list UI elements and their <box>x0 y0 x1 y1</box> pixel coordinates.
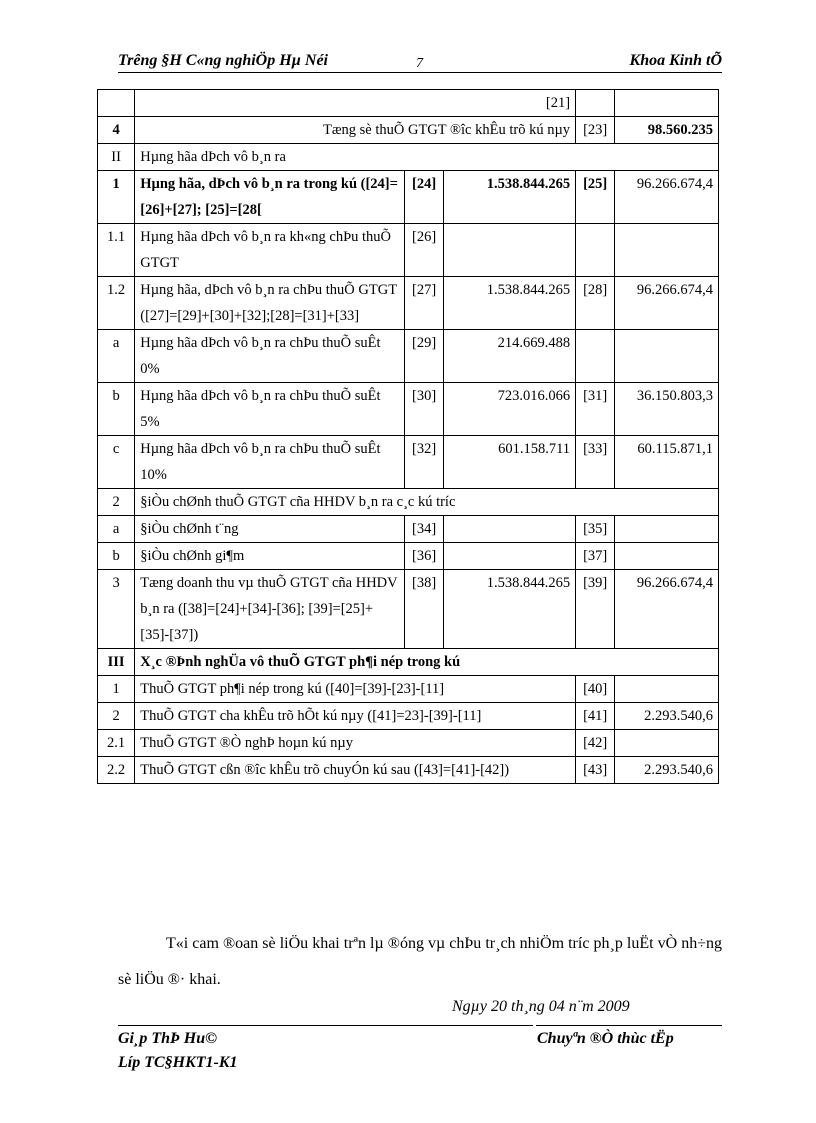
table-row: a Hµng hãa dÞch vô b¸n ra chÞu thuÕ suÊt 0% [29] 214.669.488 <box>98 330 719 383</box>
table-row: 3 Tæng doanh thu vµ thuÕ GTGT cña HHDV b¸n ra ([38]=[24]+[34]-[36]; [39]=[25]+[35]-[37]) [38] 1.538.844.265 [39] 96.266.674,4 <box>98 570 719 649</box>
table-row: II Hµng hãa dÞch vô b¸n ra <box>98 144 719 171</box>
table-row: b §iÒu chØnh gi¶m [36] [37] <box>98 543 719 570</box>
page-number: 7 <box>416 56 423 71</box>
table-row: 1.2 Hµng hãa, dÞch vô b¸n ra chÞu thuÕ GTGT ([27]=[29]+[30]+[32];[28]=[31]+[33] [27] 1.538.844.265 [28] 96.266.674,4 <box>98 277 719 330</box>
footer-rule-right <box>536 1025 722 1026</box>
table-row: 4 Tæng sè thuÕ GTGT ®îc khÊu trõ kú nµy [23] 98.560.235 <box>98 117 719 144</box>
table-row: [21] <box>98 90 719 117</box>
table-row: 2 ThuÕ GTGT cha khÊu trõ hÕt kú nµy ([41]=23]-[39]-[11] [41] 2.293.540,6 <box>98 703 719 730</box>
footer-title: Chuyªn ®Ò thùc tËp <box>537 1030 674 1047</box>
page-header <box>118 52 722 74</box>
table-row: 2.1 ThuÕ GTGT ®Ò nghÞ hoµn kú nµy [42] <box>98 730 719 757</box>
table-row: 1 Hµng hãa, dÞch vô b¸n ra trong kú ([24]=[26]+[27]; [25]=[28[ [24] 1.538.844.265 [25] 96.266.674,4 <box>98 171 719 224</box>
table-row: 1 ThuÕ GTGT ph¶i nép trong kú ([40]=[39]-[23]-[11] [40] <box>98 676 719 703</box>
header-school: Trêng §H C«ng nghiÖp Hµ Néi <box>118 52 328 69</box>
table-row: III X¸c ®Þnh nghÜa vô thuÕ GTGT ph¶i nép trong kú <box>98 649 719 676</box>
table-row: a §iÒu chØnh t¨ng [34] [35] <box>98 516 719 543</box>
table-row: 2 §iÒu chØnh thuÕ GTGT cña HHDV b¸n ra c¸c kú tríc <box>98 489 719 516</box>
signing-date: Ngµy 20 th¸ng 04 n¨m 2009 <box>452 998 630 1015</box>
footer-rule-left <box>118 1025 533 1026</box>
header-rule <box>118 72 722 73</box>
footer-author: Gi¸p ThÞ Hu© <box>118 1030 218 1047</box>
footer-class: Líp TC§HKT1-K1 <box>118 1054 238 1071</box>
table-row: b Hµng hãa dÞch vô b¸n ra chÞu thuÕ suÊt 5% [30] 723.016.066 [31] 36.150.803,3 <box>98 383 719 436</box>
vat-declaration-table <box>97 89 719 784</box>
statement-text: T«i cam ®oan sè liÖu khai trªn lµ ®óng vµ chÞu tr¸ch nhiÖm tríc ph¸p luËt vÒ nh÷ng sè liÖu ®· khai. <box>118 935 722 988</box>
table-row: 2.2 ThuÕ GTGT cßn ®îc khÊu trõ chuyÓn kú sau ([43]=[41]-[42]) [43] 2.293.540,6 <box>98 757 719 784</box>
header-faculty: Khoa Kinh tÕ <box>629 52 722 69</box>
table-row: 1.1 Hµng hãa dÞch vô b¸n ra kh«ng chÞu thuÕ GTGT [26] <box>98 224 719 277</box>
declaration-statement <box>118 926 722 998</box>
table-row: c Hµng hãa dÞch vô b¸n ra chÞu thuÕ suÊt 10% [32] 601.158.711 [33] 60.115.871,1 <box>98 436 719 489</box>
